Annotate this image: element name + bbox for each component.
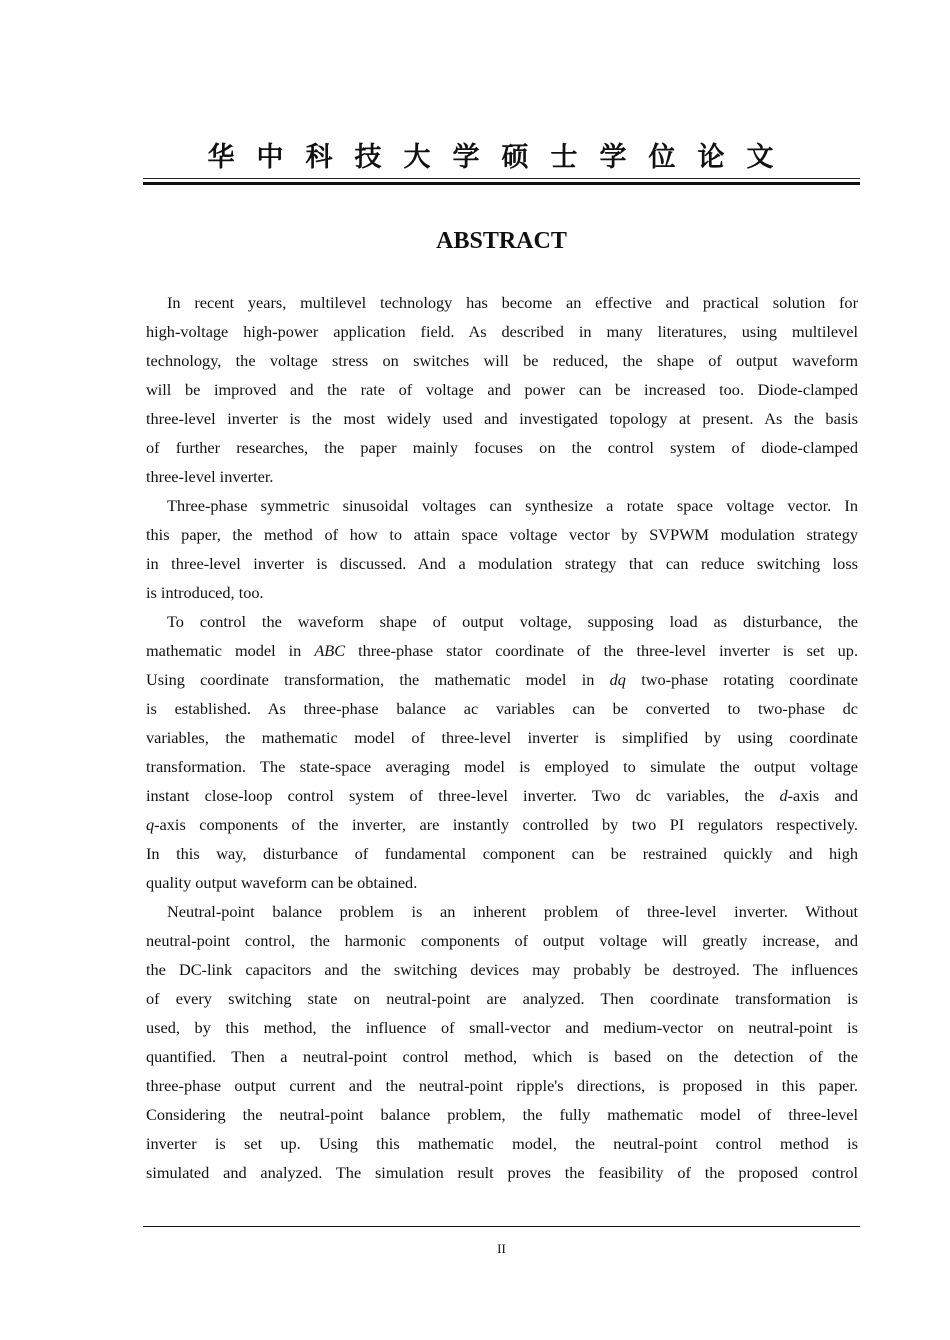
text-segment: -axis components of the inverter, are instantly controlled by two PI regulators respectively.	[154, 815, 858, 834]
text-segment: In this way, disturbance of fundamental component can be restrained quickly and high	[146, 844, 858, 863]
text-line	[146, 578, 858, 607]
text-segment: of every switching state on neutral-point are analyzed. Then coordinate transformation is	[146, 989, 858, 1008]
text-segment: quality output waveform can be obtained.	[146, 873, 418, 892]
text-segment: will be improved and the rate of voltage and power can be increased too. Diode-clamped	[146, 380, 858, 399]
text-segment: high-voltage high-power application field. As described in many literatures, using multilevel	[146, 322, 858, 341]
abstract-body	[146, 288, 858, 1187]
text-segment: neutral-point control, the harmonic components of output voltage will greatly increase, and	[146, 931, 858, 950]
text-line	[146, 1100, 858, 1129]
text-line	[146, 346, 858, 375]
text-line	[146, 665, 858, 694]
text-line	[146, 607, 858, 636]
text-segment: three-level inverter is the most widely used and investigated topology at present. As the basis	[146, 409, 858, 428]
text-segment: the DC-link capacitors and the switching devices may probably be destroyed. The influences	[146, 960, 858, 979]
text-segment: In recent years, multilevel technology has become an effective and practical solution for	[167, 293, 858, 312]
text-segment: of further researches, the paper mainly focuses on the control system of diode-clamped	[146, 438, 858, 457]
text-line	[146, 1158, 858, 1187]
text-line	[146, 317, 858, 346]
text-segment: Using coordinate transformation, the mathematic model in	[146, 670, 610, 689]
text-segment: variables, the mathematic model of three-level inverter is simplified by using coordinate	[146, 728, 858, 747]
text-segment: quantified. Then a neutral-point control method, which is based on the detection of the	[146, 1047, 858, 1066]
text-line	[146, 636, 858, 665]
text-segment: dq	[609, 670, 626, 689]
text-line	[146, 723, 858, 752]
text-line	[146, 288, 858, 317]
text-segment: inverter is set up. Using this mathematic model, the neutral-point control method is	[146, 1134, 858, 1153]
text-segment: in three-level inverter is discussed. And a modulation strategy that can reduce switching loss	[146, 554, 858, 573]
text-line	[146, 694, 858, 723]
text-line	[146, 781, 858, 810]
text-segment: -axis and	[787, 786, 858, 805]
text-segment: Considering the neutral-point balance problem, the fully mathematic model of three-level	[146, 1105, 858, 1124]
text-segment: this paper, the method of how to attain space voltage vector by SVPWM modulation strategy	[146, 525, 858, 544]
text-segment: technology, the voltage stress on switches will be reduced, the shape of output waveform	[146, 351, 858, 370]
text-line	[146, 1013, 858, 1042]
running-header: 华中科技大学硕士学位论文	[207, 142, 796, 173]
text-segment: Neutral-point balance problem is an inherent problem of three-level inverter. Without	[167, 902, 858, 921]
text-segment: transformation. The state-space averaging model is employed to simulate the output voltage	[146, 757, 858, 776]
text-segment: mathematic model in	[146, 641, 315, 660]
text-segment: d	[779, 786, 788, 805]
text-line	[146, 404, 858, 433]
text-line	[146, 897, 858, 926]
text-line	[146, 520, 858, 549]
text-line	[146, 491, 858, 520]
text-segment: two-phase rotating coordinate	[625, 670, 859, 689]
header-rule-thin	[143, 178, 860, 179]
text-segment: is established. As three-phase balance ac variables can be converted to two-phase dc	[146, 699, 858, 718]
text-segment: three-level inverter.	[146, 467, 274, 486]
text-line	[146, 839, 858, 868]
text-line	[146, 462, 858, 491]
text-segment: is introduced, too.	[146, 583, 264, 602]
text-segment: ABC	[314, 641, 346, 660]
text-line	[146, 1129, 858, 1158]
header-rule-thick	[143, 182, 860, 185]
text-segment: three-phase output current and the neutral-point ripple's directions, is proposed in this paper.	[146, 1076, 858, 1095]
text-line	[146, 1071, 858, 1100]
text-line	[146, 868, 858, 897]
text-segment: q	[146, 815, 155, 834]
text-line	[146, 433, 858, 462]
text-segment: Three-phase symmetric sinusoidal voltages can synthesize a rotate space voltage vector. In	[167, 496, 858, 515]
text-line	[146, 955, 858, 984]
page-number: II	[497, 1241, 506, 1256]
text-segment: used, by this method, the influence of small-vector and medium-vector on neutral-point is	[146, 1018, 858, 1037]
text-line	[146, 1042, 858, 1071]
text-line	[146, 926, 858, 955]
text-segment: simulated and analyzed. The simulation result proves the feasibility of the proposed control	[146, 1163, 858, 1182]
text-segment: instant close-loop control system of three-level inverter. Two dc variables, the	[146, 786, 780, 805]
text-line	[146, 375, 858, 404]
text-segment: three-phase stator coordinate of the three-level inverter is set up.	[345, 641, 859, 660]
text-segment: To control the waveform shape of output voltage, supposing load as disturbance, the	[167, 612, 858, 631]
text-line	[146, 549, 858, 578]
text-line	[146, 984, 858, 1013]
text-line	[146, 810, 858, 839]
footer-rule	[143, 1226, 860, 1227]
text-line	[146, 752, 858, 781]
section-title: ABSTRACT	[436, 228, 567, 254]
